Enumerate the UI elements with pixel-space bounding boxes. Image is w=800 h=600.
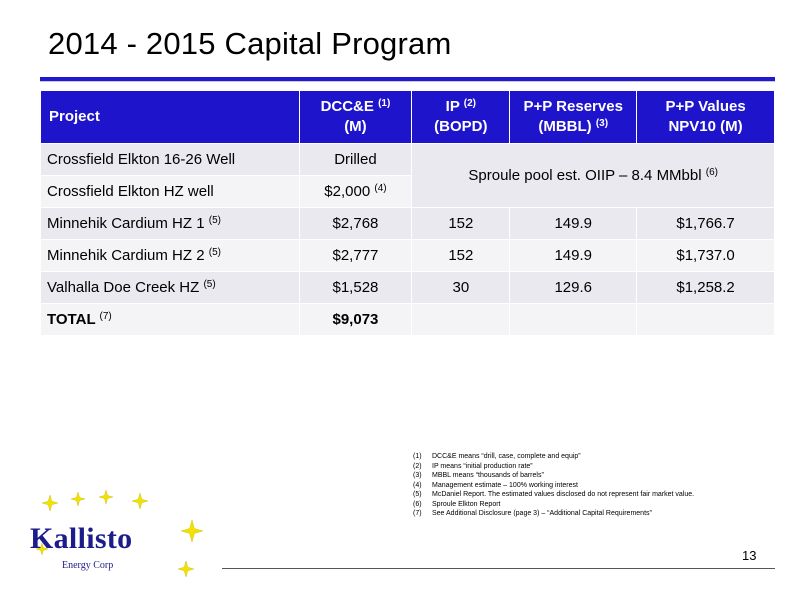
cell-reserves xyxy=(510,208,637,240)
header-reserves-sup: (3) xyxy=(595,118,609,129)
header-project-label: Project xyxy=(49,108,100,125)
project-sup: (5) xyxy=(208,215,221,226)
footnote-number: (6) xyxy=(413,500,422,508)
header-values-unit: NPV10 (M) xyxy=(668,118,743,135)
cell-project xyxy=(41,176,300,208)
footnote-text: DCC&E means “drill, case, complete and equip” xyxy=(432,453,581,460)
cell-dcce xyxy=(299,144,412,176)
footnote-text: McDaniel Report. The estimated values disclosed do not represent fair market value. xyxy=(432,491,695,498)
cell-project xyxy=(41,272,300,304)
cell-dcce xyxy=(299,240,412,272)
header-dcce-label: DCC&E xyxy=(320,98,374,115)
table-row xyxy=(41,272,775,304)
cell-values xyxy=(637,208,775,240)
footnote-number: (1) xyxy=(413,453,422,460)
cell-ip xyxy=(412,304,510,336)
cell-ip xyxy=(412,240,510,272)
star-icon xyxy=(132,493,148,509)
capital-program-table xyxy=(40,90,775,336)
project-name: Crossfield Elkton 16-26 Well xyxy=(47,151,236,168)
reserves-value: 129.6 xyxy=(554,279,592,296)
star-icon xyxy=(42,495,58,511)
footnote-text: See Additional Disclosure (page 3) – “Additional Capital Requirements” xyxy=(432,510,652,517)
footnote-text: IP means “initial production rate” xyxy=(432,462,533,470)
cell-ip xyxy=(412,272,510,304)
cell-values xyxy=(637,272,775,304)
cell-dcce xyxy=(299,304,412,336)
cell-project xyxy=(41,240,300,272)
footnote-number: (5) xyxy=(413,491,422,498)
header-values-label: P+P Values xyxy=(665,98,746,115)
footnote-item xyxy=(413,509,694,519)
cell-ip xyxy=(412,208,510,240)
company-logo-subtitle: Energy Corp xyxy=(62,560,114,571)
footnote-item xyxy=(413,462,694,472)
npv-value: $1,766.7 xyxy=(676,215,735,232)
footnotes xyxy=(413,452,694,519)
total-label: TOTAL xyxy=(47,311,96,328)
table-row xyxy=(41,208,775,240)
footnote-item xyxy=(413,490,694,500)
project-name: Minnehik Cardium HZ 2 xyxy=(47,247,205,264)
star-icon xyxy=(178,561,194,577)
project-name: Valhalla Doe Creek HZ xyxy=(47,279,200,296)
page-number: 13 xyxy=(742,548,757,563)
header-project xyxy=(41,91,300,144)
header-dcce xyxy=(299,91,412,144)
dcce-value: $2,000 xyxy=(324,183,371,200)
cell-project xyxy=(41,208,300,240)
header-dcce-sup: (1) xyxy=(378,98,391,109)
reserves-value: 149.9 xyxy=(554,215,592,232)
cell-dcce xyxy=(299,176,412,208)
header-dcce-unit: (M) xyxy=(344,118,367,135)
footnote-number: (7) xyxy=(413,510,422,517)
footnote-number: (3) xyxy=(413,472,422,479)
cell-values xyxy=(637,304,775,336)
footnote-item xyxy=(413,481,694,491)
cell-oiip-note xyxy=(412,144,775,208)
header-reserves-label: P+P Reserves xyxy=(523,98,623,115)
header-ip-sup: (2) xyxy=(463,98,476,109)
reserves-value: 149.9 xyxy=(554,247,592,264)
footnote-text: MBBL means “thousands of barrels” xyxy=(432,472,544,479)
total-sup: (7) xyxy=(99,311,112,322)
footnote-item xyxy=(413,452,694,462)
footer-divider xyxy=(222,568,775,569)
header-reserves-unit: (MBBL) xyxy=(538,118,592,135)
company-logo-wordmark: Kallisto xyxy=(30,522,133,555)
cell-dcce xyxy=(299,272,412,304)
npv-value: $1,258.2 xyxy=(676,279,735,296)
ip-value: 152 xyxy=(448,247,474,264)
footnote-number: (2) xyxy=(413,462,422,470)
project-sup: (5) xyxy=(208,247,221,258)
footnote-item xyxy=(413,471,694,481)
project-sup: (5) xyxy=(203,279,216,290)
dcce-value: $1,528 xyxy=(332,279,379,296)
cell-reserves xyxy=(510,272,637,304)
footnote-text: Management estimate – 100% working interest xyxy=(432,481,578,489)
cell-project xyxy=(41,304,300,336)
star-icon xyxy=(181,520,203,542)
cell-reserves xyxy=(510,304,637,336)
project-name: Crossfield Elkton HZ well xyxy=(47,183,214,200)
header-ip-unit: (BOPD) xyxy=(434,118,488,135)
dcce-value: $2,777 xyxy=(332,247,379,264)
title-divider-shadow xyxy=(40,81,775,82)
ip-value: 152 xyxy=(448,215,474,232)
footnote-number: (4) xyxy=(413,481,422,489)
star-icon xyxy=(99,490,113,504)
cell-project xyxy=(41,144,300,176)
table-row xyxy=(41,144,775,176)
header-reserves xyxy=(510,91,637,144)
header-ip xyxy=(412,91,510,144)
footnote-text: Sproule Elkton Report xyxy=(432,500,501,508)
footnote-item xyxy=(413,500,694,510)
cell-dcce xyxy=(299,208,412,240)
header-ip-label: IP xyxy=(445,98,460,115)
npv-value: $1,737.0 xyxy=(676,247,735,264)
ip-value: 30 xyxy=(452,279,470,296)
dcce-sup: (4) xyxy=(374,183,387,194)
table-row-total xyxy=(41,304,775,336)
oiip-note-sup: (6) xyxy=(705,167,718,178)
slide-title: 2014 - 2015 Capital Program xyxy=(48,26,452,61)
total-dcce-value: $9,073 xyxy=(332,311,379,328)
oiip-note-text: Sproule pool est. OIIP – 8.4 MMbbl xyxy=(468,167,702,184)
dcce-value: Drilled xyxy=(334,151,377,168)
project-name: Minnehik Cardium HZ 1 xyxy=(47,215,205,232)
dcce-value: $2,768 xyxy=(332,215,379,232)
table-header-row xyxy=(41,91,775,144)
cell-values xyxy=(637,240,775,272)
star-icon xyxy=(71,492,85,506)
header-values xyxy=(637,91,775,144)
cell-reserves xyxy=(510,240,637,272)
table-row xyxy=(41,240,775,272)
